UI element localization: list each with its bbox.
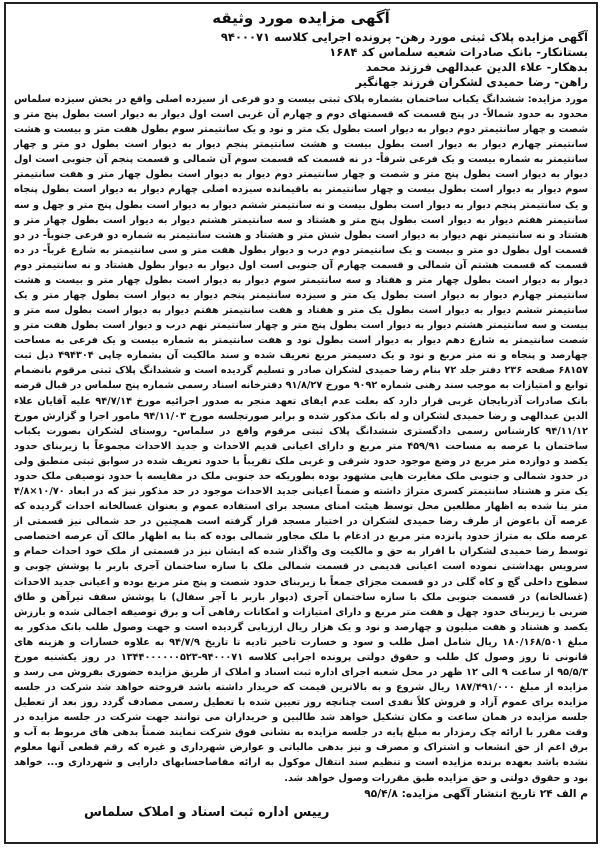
creditor-line: بستانکار- بانک صادرات شعبه سلماس کد ۱۶۸۴ [329, 45, 588, 59]
signature: رییس اداره ثبت اسناد و املاک سلماس [84, 804, 330, 820]
publication-date: م الف ۲۴ تاریخ انتشار آگهی مزایده: ۹۵/۴/۸ [364, 787, 588, 800]
auction-notice [4, 2, 598, 844]
mortgagor-line: راهن- رضا حمیدی لشکران فرزند جهانگیر [355, 75, 588, 89]
case-number-line: آگهی مزایده پلاک ثبتی مورد رهن- پرونده اجرایی کلاسه ۹۴۰۰۰۷۱ [220, 30, 588, 44]
debtor-line: بدهکار- علاء الدین عبدالهی فرزند محمد [365, 60, 588, 74]
notice-body: مورد مزایده: ششدانگ یکباب ساختمان بشماره پلاک ثبتی بیست و دو فرعی از سیزده اصلی واقع در بخش سیزده سلماس محدود به حدود شمالاً- در پنج قسمت که قسمتهای دوم و چهارم آن غربی است اول دیوار به دیوار است بطول پنج متر و شصت و چهار سانتیمتر دوم دیوار به دیوار است بطول یک متر و نود و یک سانتیمتر سوم بطول هفت متر و بیست و هشت سانتیمتر چهارم دیوار به دیوار است بطول بیست و هشت سانتیمتر پنجم دیوار به دیوار است بطول دو متر و چهار سانتیمتر به شماره بیست و یک فرعی شرقاً- در نه قسمت که قسمت سوم آن شمالی و قسمت پنجم آن جنوبی است اول دیوار به دیوار است بطول پنج متر و شصت و چهار سانتیمتر دوم دیوار به دیوار است بطول چهار متر و هفت سانتیمتر سوم دیوار به دیوار است بطول بیست و چهار سانتیمتر به باقیمانده سیزده اصلی چهارم دیوار به دیوار است بطول پنجاه و یک سانتیمتر پنجم دیوار به دیوار است بطول بیست و نه سانتیمتر ششم دیوار به دیوار است بطول پنج متر و چهل و سه سانتیمتر هفتم دیوار به دیوار است بطول پنج متر و هشتاد و سه سانتیمتر هشتم دیوار به دیوار است بطول چهار متر و هشتاد و نه سانتیمتر نهم دیوار به دیوار است بطول شش متر و هشتاد و هشت سانتیمتر به شماره دو فرعی جنوباً- در دو قسمت اول بطول دو متر و بیست و یک سانتیمتر دوم درب و دیوار بطول هفت متر و سی سانتیمتر به شارع غرباً- در ده قسمت که قسمت هشتم آن شمالی و قسمت چهارم آن جنوبی است اول دیوار به دیوار بطول هشتاد و نه سانتیمتر دوم دیوار به دیوار است بطول چهار متر و هفتاد و سه سانتیمتر سوم دیوار به دیوار است بطول چهار متر و بیست و هشت سانتیمتر چهارم دیوار به دیوار است بطول یک متر و سیزده سانتیمتر پنجم دیوار به دیوار است بطول چهار متر و یک سانتیمتر ششم دیوار به دیوار است بطول یک متر و هفتاد و هفت سانتیمتر هفتم دیوار به دیوار است بطول سه متر و بیست و سه سانتیمتر هشتم دیوار به دیوار است بطول پنج متر و چهار سانتیمتر نهم درب و دیوار است بطول هفت متر و شصت سانتیمتر به شارع دهم دیوار به دیوار است بطول نود و هفت سانتیمتر به شماره بیست و یک فرعی به مساحت چهارصد و پنجاه و نه متر مربع و نود و یک دسیمتر مربع تعریف شده و سند مالکیت آن بشماره چاپی ۴۹۴۳۰۴ ذیل ثبت ۶۸۱۵۷ صفحه ۲۳۶ دفتر جلد ۷۲ بنام رضا حمیدی لشکران صادر و تسلیم گردیده است و ششدانگ پلاک ثبتی مرقوم بانضمام توابع و امتیازات به موجب سند رهنی شماره ۹۰۹۲ مورخ ۹۱/۸/۲۷ دفترخانه اسناد رسمی شماره پنج سلماس در قبال قرضه بانک صادرات آذربایجان غربی قرار دارد که بعلت عدم ایفای تعهد منجر به صدور اجرائیه مورخ ۹۴/۷/۱۴ علیه آقایان علاء الدین عبدالهی و رضا حمیدی لشکران و له بانک مذکور شده و برابر صورتجلسه مورخ ۹۴/۱۱/۰۳ مامور اجرا و گزارش مورخ ۹۴/۱۱/۱۲ کارشناس رسمی دادگستری ششدانگ پلاک ثبتی مرقوم واقع در سلماس- روستای لشکران بصورت یکباب ساختمان با عرصه به مساحت ۴۵۹/۹۱ متر مربع و دارای اعیانی قدیم الاحداث و جدید الاحداث مجموعاً با زیربنای حدود یکصد و دوازده متر مربع در وضع موجود حدود شرقی و غربی ملک تقریباً با حدود تعریف شده در سوابق ثبتی منطبق ولی در حدود شمالی و جنوبی ملک مغایرت هایی مشهود بوده بطوریکه حد جنوبی ملک در مقایسه با حدود توصیفی ملک حدود یک متر و هشتاد سانتیمتر کسری متراژ داشته و ضمناً اعیانی جدید الاحداث موجود در حد مذکور نیز که در ابعاد ۱۰/۷۰×۴/۸ متر بنا شده به اظهار مطلعین محل توسط هیئت امنای مسجد برای استفاده عموم و بعنوان غسالخانه احداث گردیده که عرصه آن باعوض از طرف رضا حمیدی لشکران در اختیار مسجد قرار گرفته است همچنین در حد شمالی نیز قسمتی از عرصه ملک به متراژ حدود پانزده متر مربع در ادغام با ملک مجاور شمالی بوده که بنا به اظهار مالک آن عرصه اختصاصی توسط رضا حمیدی لشکران با اقرار به حق و مالکیت وی واگذار شده که ایشان نیز در قسمتی از ملک خود احداث حمام و سرویس بهداشتی نموده است اعیانی قدیمی در قسمت شمالی ملک با سازه ساختمان آجری باربر با پوشش چوبی و سطوح داخلی گچ و کاه گلی در دو قسمت مجزای جمعاً با زیربنای حدود شصت و پنج متر مربع بوده و اعیانی جدید الاحداث (غسالخانه) در قسمت جنوبی ملک با سازه ساختمان آجری (دیوار باربر با آجر سفال) با پوشش سقف تیرآهن و طاق ضربی با زیربنای حدود چهل و هفت متر مربع و دارای امتیازات و امکانات رفاهی آب و برق توصیفه اجمالی شده و بارزش یکصد و هشتاد و هفت میلیون و چهارصد و نود و یک هزار ریال ارزیابی گردیده است و جهت وصول طلب بانک مذکور به مبلغ ۱۸۰/۱۶۸/۵۰۱ ریال شامل اصل طلب و سود و خسارت تاخیر تادیه تا تاریخ ۹۴/۷/۹ به علاوه خسارات و هزینه های قانونی تا روز وصول کل طلب و حقوق دولتی پرونده اجرایی کلاسه ۹۴۰۰۰۷۱-۱۳۴۴۰۰۰۰۰۰۵۲۳ در روز یکشنبه مورخ ۹۵/۵/۳ از ساعت ۹ الی ۱۲ ظهر در محل شعبه اجرای اداره ثبت اسناد و املاک از طریق مزایده حضوری بفروش می رسد و مزایده از مبلغ ۱۸۷/۴۹۱/۰۰۰ ریال شروع و به بالاترین قیمت که خریدار داشته باشد فروخته خواهد شد شرکت در جلسه مزایده برای عموم آزاد و فروش کلاً نقدی است چنانچه روز تعیین شده با تعطیل رسمی مصادف گردد روز بعد از تعطیل جلسه مزایده در همان ساعت و مکان تشکیل خواهد شد طالبین و خریداران می توانند جهت شرکت در جلسه مزایده در وقت مقرر با ارائه چک رمزدار به مبلغ پایه در جلسه مزایده به نشانی فوق شرکت نمایند ضمناً بدهی های مربوط به آب و برق اعم از حق انشعاب و اشتراک و مصرف و نیز بدهی مالیاتی و عوارض شهرداری و غیره که رقم قطعی آنها معلوم نشده باشد بعهده برنده مزایده است و تنظیم سند انتقال موکول به ارائه مفاصاحسابهای دارایی و شهرداری و... خواهد بود و حقوق دولتی و حق مزایده طبق مقررات وصول خواهد شد. [14, 94, 589, 784]
notice-title: آگهی مزایده مورد وثیقه [212, 9, 390, 27]
